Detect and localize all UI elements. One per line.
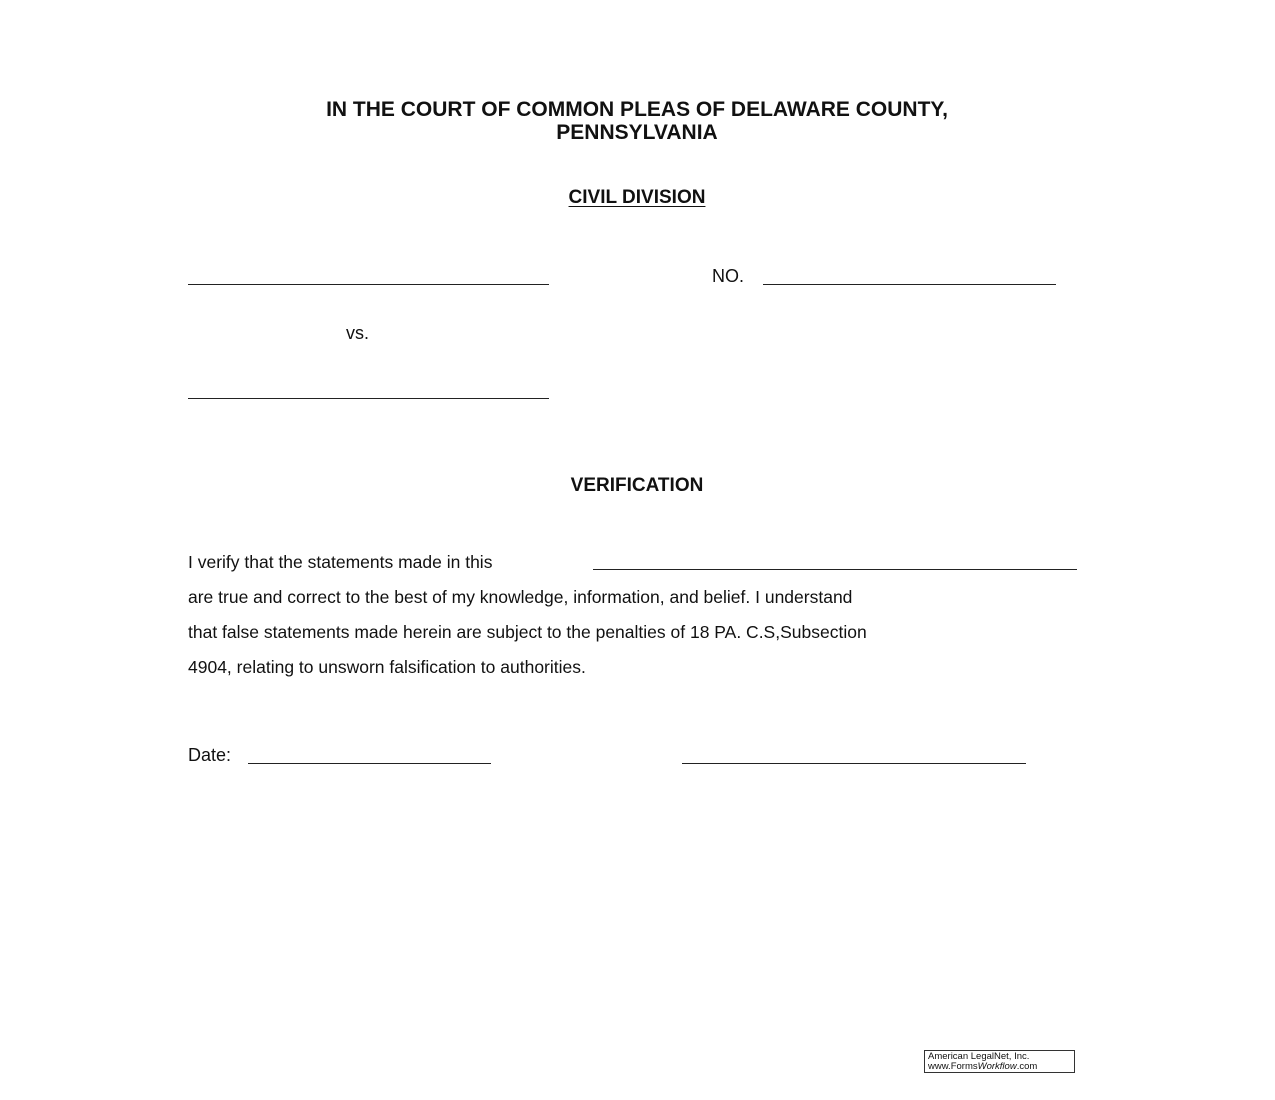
court-title-line-1: IN THE COURT OF COMMON PLEAS OF DELAWARE COUNTY,: [326, 98, 948, 121]
verification-line-3: that false statements made herein are subject to the penalties of 18 PA. C.S,Subsection: [188, 622, 867, 642]
publisher-badge: [924, 1050, 1075, 1073]
division-heading: [188, 187, 1086, 209]
verification-line-2: are true and correct to the best of my knowledge, information, and belief. I understand: [188, 587, 853, 607]
publisher-url-suffix: .com: [1016, 1061, 1038, 1072]
verification-line-4: 4904, relating to unsworn falsification to authorities.: [188, 657, 586, 677]
publisher-url-prefix: www.Forms: [928, 1061, 978, 1072]
date-label: Date:: [188, 745, 232, 765]
versus-label: vs.: [346, 323, 370, 343]
division-label: CIVIL DIVISION: [568, 187, 706, 208]
court-title: [188, 98, 1086, 144]
publisher-url-italic: Workflow: [977, 1061, 1017, 1072]
date-line[interactable]: [248, 763, 491, 764]
signature-line[interactable]: [682, 763, 1026, 764]
verification-line-1: I verify that the statements made in this: [188, 552, 493, 572]
document-type-line[interactable]: [593, 569, 1077, 570]
verification-heading: VERIFICATION: [570, 475, 704, 496]
publisher-company: American LegalNet, Inc.: [928, 1051, 1030, 1062]
defendant-name-line[interactable]: [188, 398, 549, 399]
case-number-label: NO.: [712, 266, 745, 286]
publisher-url[interactable]: [928, 1062, 1072, 1072]
plaintiff-name-line[interactable]: [188, 284, 549, 285]
case-number-line[interactable]: [763, 284, 1056, 285]
court-title-line-2: PENNSYLVANIA: [556, 121, 718, 144]
